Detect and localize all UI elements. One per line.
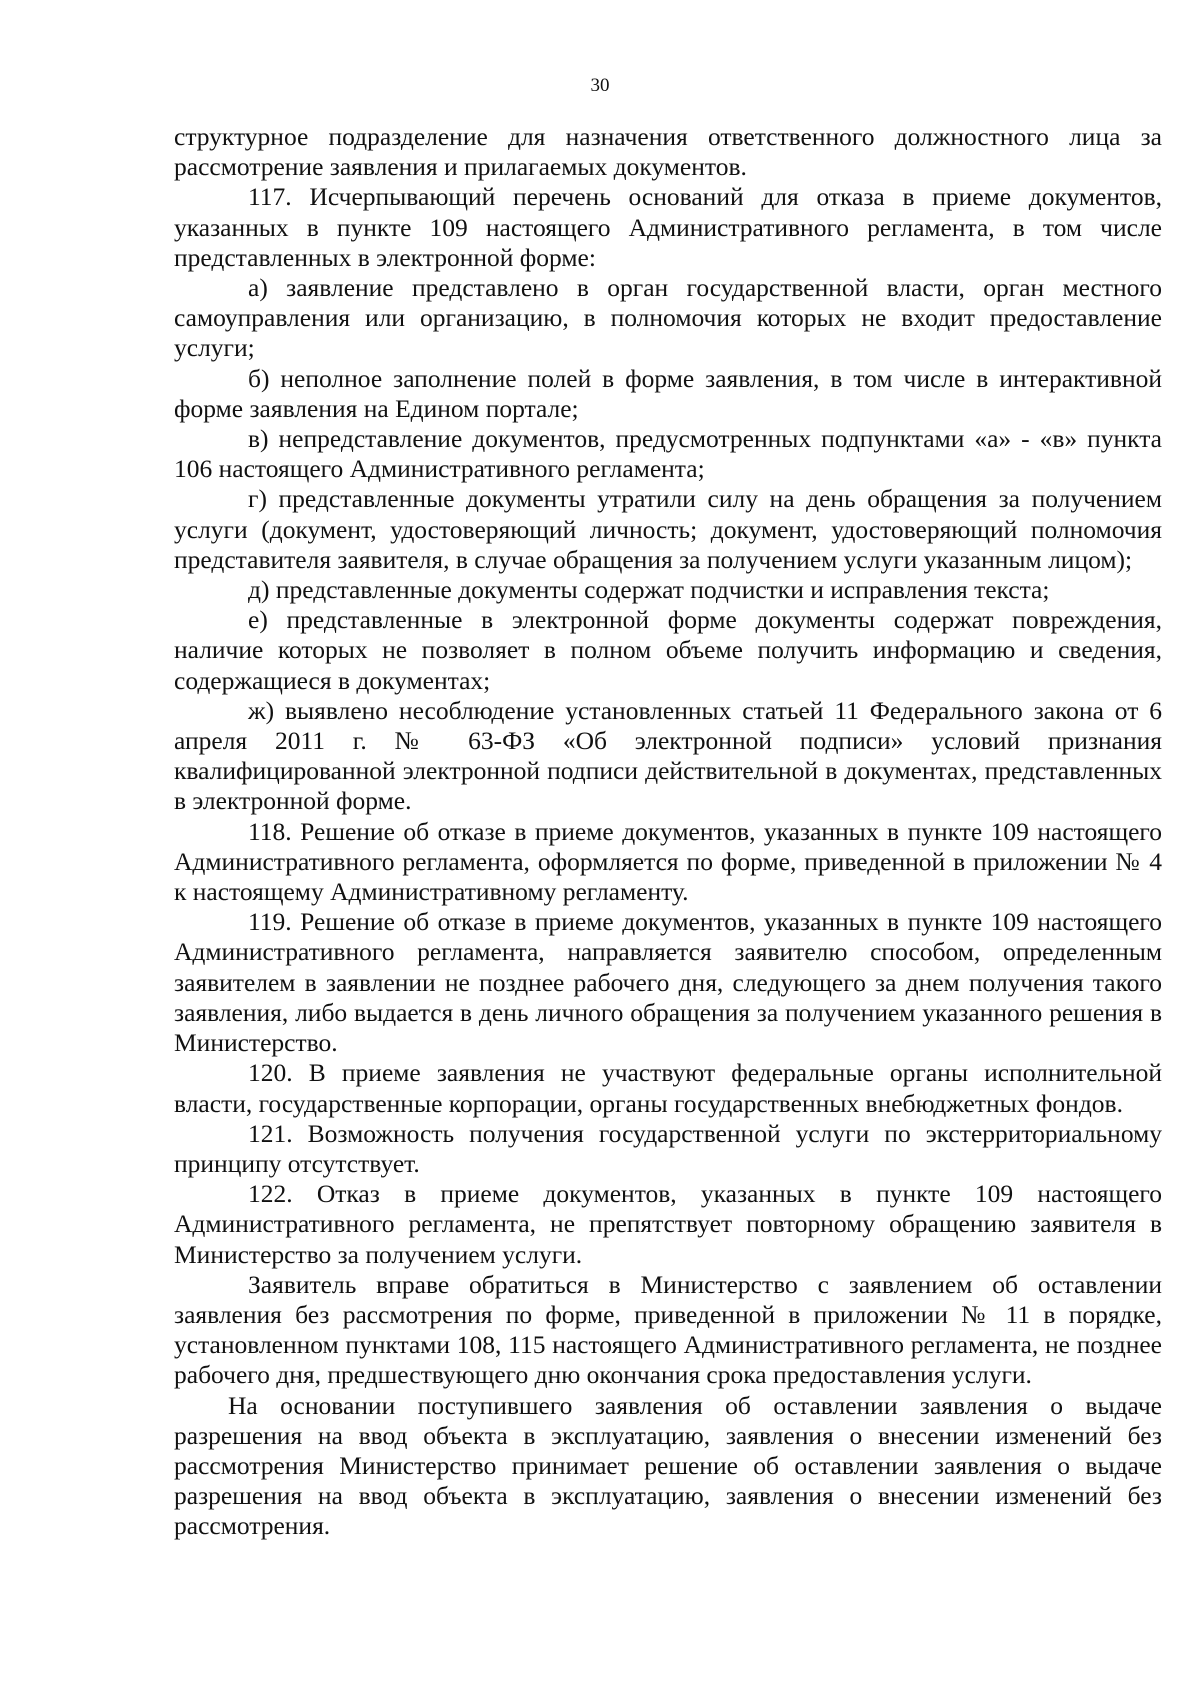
list-item-b: б) неполное заполнение полей в форме заявления, в том числе в интерактивной форме заявления на Едином портале; (174, 363, 1162, 423)
paragraph-117: 117. Исчерпывающий перечень оснований для отказа в приеме документов, указанных в пункте 109 настоящего Административного регламента, в том числе представленных в электронной форме: (174, 182, 1162, 272)
paragraph-applicant-right: Заявитель вправе обратиться в Министерство с заявлением об оставлении заявления без рассмотрения по форме, приведенной в приложении № 11 в порядке, установленном пунктами 108, 115 настоящего Административного регламента, не позднее рабочего дня, предшествующего дню окончания срока предоставления услуги. (174, 1269, 1162, 1390)
list-item-g: г) представленные документы утратили силу на день обращения за получением услуги (документ, удостоверяющий личность; документ, удостоверяющий полномочия представителя заявителя, в случае обращения за получением услуги указанным лицом); (174, 484, 1162, 574)
paragraph-decision: На основании поступившего заявления об оставлении заявления о выдаче разрешения на ввод объекта в эксплуатацию, заявления о внесении изменений без рассмотрения Министерство принимает решение об оставлении заявления о выдаче разрешения на ввод объекта в эксплуатацию, заявления о внесении изменений без рассмотрения. (174, 1390, 1162, 1541)
paragraph-118: 118. Решение об отказе в приеме документов, указанных в пункте 109 настоящего Административного регламента, оформляется по форме, приведенной в приложении № 4 к настоящему Административному регламенту. (174, 816, 1162, 907)
page-number: 30 (590, 75, 610, 96)
paragraph-continuation: структурное подразделение для назначения ответственного должностного лица за рассмотрение заявления и прилагаемых документов. (174, 122, 1162, 182)
list-item-d: д) представленные документы содержат подчистки и исправления текста; (248, 575, 1050, 605)
paragraph-119: 119. Решение об отказе в приеме документов, указанных в пункте 109 настоящего Административного регламента, направляется заявителю способом, определенным заявителем в заявлении не позднее рабочего дня, следующего за днем получения такого заявления, либо выдается в день личного обращения за получением указанного решения в Министерство. (174, 907, 1162, 1058)
list-item-v: в) непредставление документов, предусмотренных подпунктами «а» - «в» пункта 106 настоящего Административного регламента; (174, 424, 1162, 484)
list-item-e: е) представленные в электронной форме документы содержат повреждения, наличие которых не позволяет в полном объеме получить информацию и сведения, содержащиеся в документах; (174, 605, 1162, 695)
document-body (174, 122, 1162, 1542)
paragraph-120: 120. В приеме заявления не участвуют федеральные органы исполнительной власти, государственные корпорации, органы государственных внебюджетных фондов. (174, 1058, 1162, 1118)
list-item-a: а) заявление представлено в орган государственной власти, орган местного самоуправления или организацию, в полномочия которых не входит предоставление услуги; (174, 273, 1162, 363)
paragraph-121: 121. Возможность получения государственной услуги по экстерриториальному принципу отсутствует. (174, 1118, 1162, 1178)
paragraph-122: 122. Отказ в приеме документов, указанных в пункте 109 настоящего Административного регламента, не препятствует повторному обращению заявителя в Министерство за получением услуги. (174, 1179, 1162, 1269)
list-item-zh: ж) выявлено несоблюдение установленных статьей 11 Федерального закона от 6 апреля 2011 г. № 63-ФЗ «Об электронной подписи» условий признания квалифицированной электронной подписи действительной в документах, представленных в электронной форме. (174, 695, 1162, 816)
